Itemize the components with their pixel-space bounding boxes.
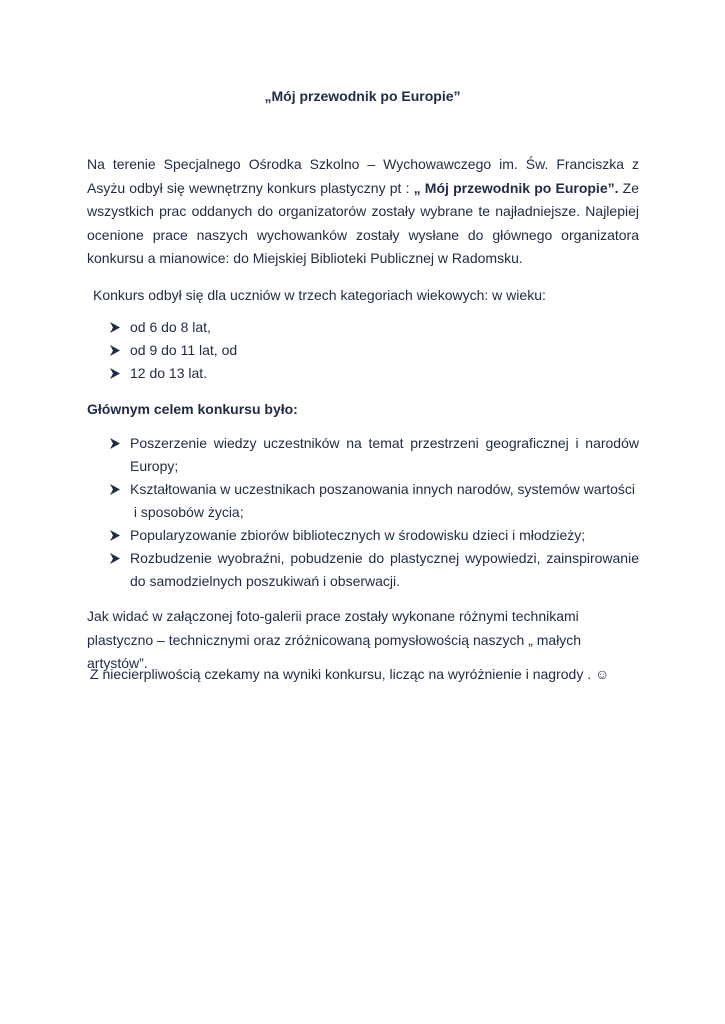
arrowhead-bullet-icon [108, 524, 122, 547]
goals-list [87, 432, 639, 593]
goal-item-text: Rozbudzenie wyobraźni, pobudzenie do plastycznej wypowiedzi, zainspirowanie do samodzielnych poszukiwań i obserwacji. [130, 550, 639, 589]
document-title: „Mój przewodnik po Europie” [264, 88, 461, 104]
goal-item-text: Poszerzenie wiedzy uczestników na temat przestrzeni geograficznej i narodów Europy; [130, 435, 639, 474]
arrowhead-bullet-icon [108, 478, 122, 501]
list-item [87, 432, 639, 478]
list-item [87, 316, 639, 339]
goal-item-text-continuation: i sposobów życia; [130, 504, 244, 520]
arrowhead-bullet-icon [108, 339, 122, 362]
intro-paragraph [87, 153, 639, 271]
categories-list [87, 316, 639, 385]
goal-item-text: Popularyzowanie zbiorów bibliotecznych w środowisku dzieci i młodzieży; [130, 527, 586, 543]
category-item-text: od 9 do 11 lat, od [130, 342, 238, 358]
list-item [87, 362, 639, 385]
category-item-text: 12 do 13 lat. [130, 365, 208, 381]
intro-text-part1: Na terenie Specjalnego Ośrodka Szkolno – Wychowawczego im. Św. Franciszka z Asyżu odbył się wewnętrzny konkurs plastyczny pt : [87, 156, 639, 196]
list-item [87, 339, 639, 362]
closing-line: Z niecierpliwością czekamy na wyniki konkursu, licząc na wyróżnienie i nagrody . ☺ [90, 666, 610, 682]
gallery-paragraph: Jak widać w załączonej foto-galerii prace zostały wykonane różnymi technikami plastyczno – technicznymi oraz zróżnicowaną pomysłowością naszych „ małych artystów”. [87, 608, 582, 671]
list-item [87, 524, 639, 547]
goals-heading: Głównym celem konkursu było: [87, 401, 298, 417]
list-item [87, 547, 639, 593]
arrowhead-bullet-icon [108, 316, 122, 339]
intro-bold-title: „ Mój przewodnik po Europie”. [413, 179, 619, 196]
arrowhead-bullet-icon [108, 547, 122, 570]
arrowhead-bullet-icon [108, 362, 122, 385]
category-item-text: od 6 do 8 lat, [130, 319, 211, 335]
list-item [87, 478, 639, 524]
categories-intro: Konkurs odbył się dla uczniów w trzech kategoriach wiekowych: w wieku: [93, 287, 546, 303]
goal-item-text: Kształtowania w uczestnikach poszanowania innych narodów, systemów wartości [130, 481, 636, 497]
arrowhead-bullet-icon [108, 432, 122, 455]
intro-text-part2: Ze wszystkich prac oddanych do organizatorów zostały wybrane te najładniejsze. Najlepiej ocenione prace naszych wychowanków zostały wysłane do głównego organizatora konkursu a mianowice: do Miejskiej Biblioteki Publicznej w Radomsku. [87, 179, 640, 266]
